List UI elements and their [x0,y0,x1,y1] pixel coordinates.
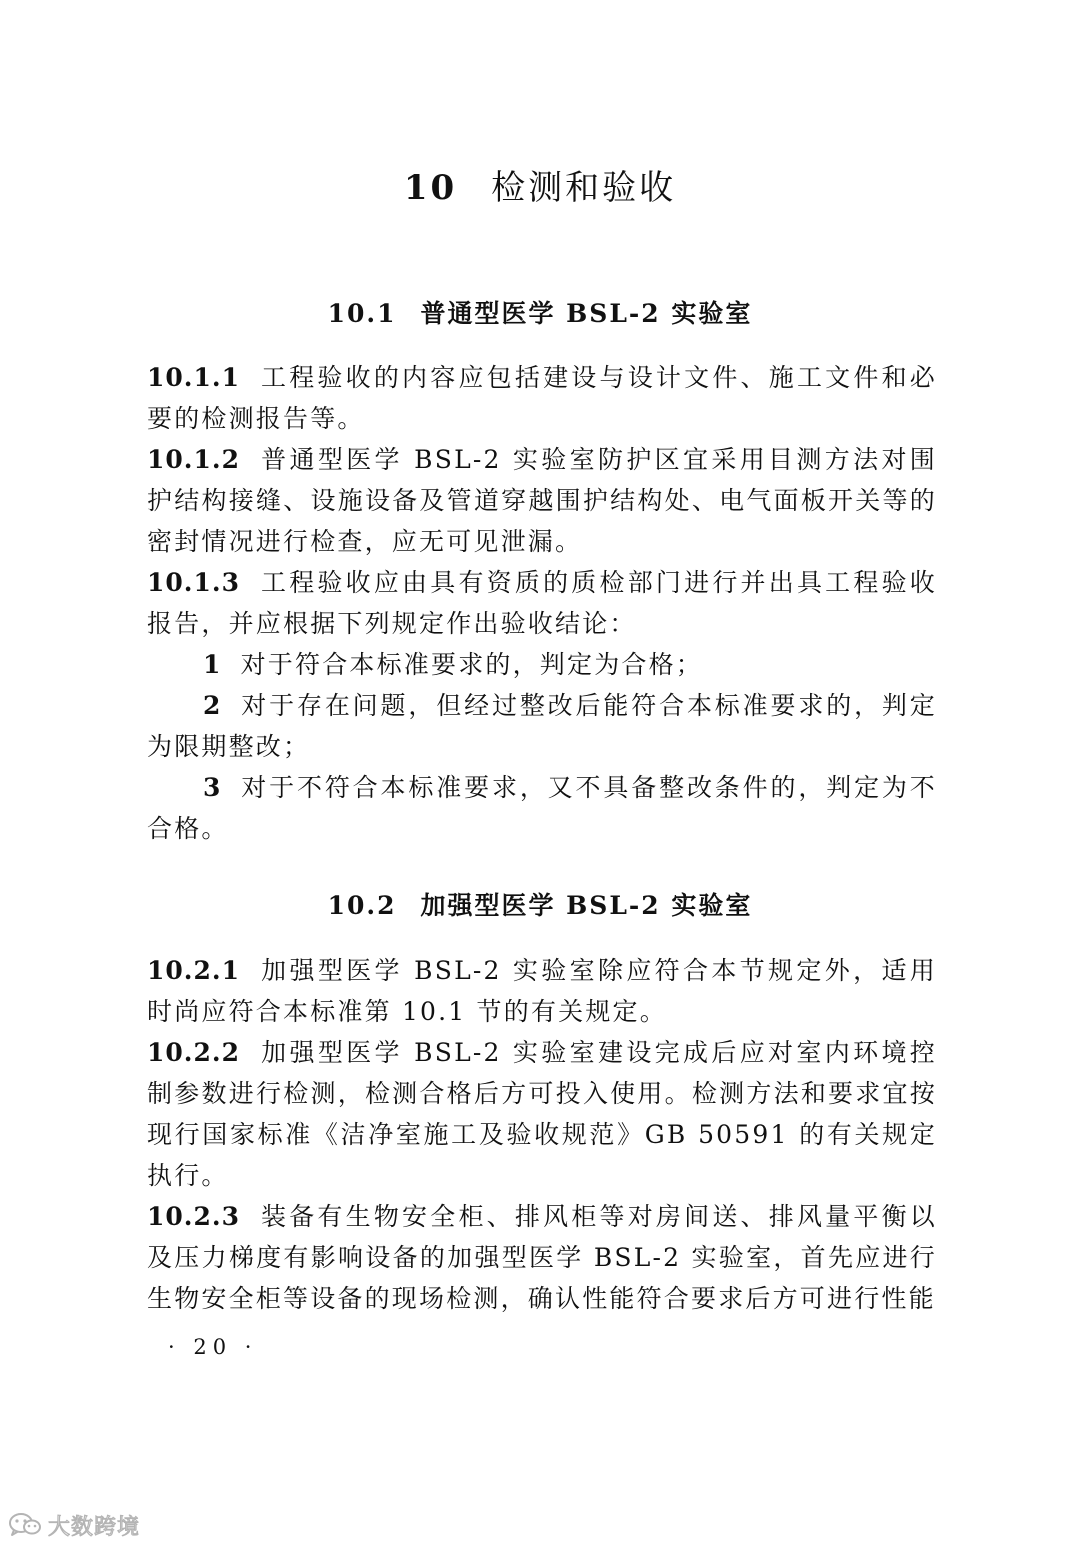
clause-10-1-2 [147,439,937,562]
clause-number: 10.1.3 [147,568,240,597]
clause-10-2-2 [147,1032,937,1196]
watermark [8,1511,140,1539]
section-10-1-body [147,357,937,849]
section-heading-10-1 [0,294,1080,330]
item-number: 2 [203,691,223,720]
clause-10-1-1 [147,357,937,439]
wechat-logo-icon [8,1512,42,1538]
clause-number: 10.2.3 [147,1202,240,1231]
section-heading-10-2 [0,886,1080,922]
section-10-2-body [147,950,937,1319]
item-text: 对于符合本标准要求的，判定为合格； [240,650,704,679]
section-title-text: 加强型医学 BSL-2 实验室 [420,891,753,920]
item-text: 对于存在问题，但经过整改后能符合本标准要求的，判定为限期整改； [147,691,937,761]
chapter-title-text: 检测和验收 [491,168,677,208]
clause-text: 装备有生物安全柜、排风柜等对房间送、排风量平衡以及压力梯度有影响设备的加强型医学 BSL-2 实验室，首先应进行生物安全柜等设备的现场检测，确认性能符合要求后方可进行性能 [147,1202,937,1313]
clause-number: 10.1.1 [147,363,240,392]
clause-number: 10.2.1 [147,956,240,985]
list-item-1 [147,644,937,685]
clause-text: 加强型医学 BSL-2 实验室建设完成后应对室内环境控制参数进行检测，检测合格后方可投入使用。检测方法和要求宜按现行国家标准《洁净室施工及验收规范》GB 50591 的有关规定执行。 [147,1038,937,1190]
chapter-number: 10 [403,168,458,208]
item-number: 1 [203,650,223,679]
clause-number: 10.1.2 [147,445,240,474]
clause-10-1-3 [147,562,937,644]
clause-10-2-3 [147,1196,937,1319]
clause-text: 工程验收应由具有资质的质检部门进行并出具工程验收报告，并应根据下列规定作出验收结论： [147,568,937,638]
clause-number: 10.2.2 [147,1038,240,1067]
list-item-2 [147,685,937,767]
list-item-3 [147,767,937,849]
watermark-text: 大数跨境 [48,1514,141,1540]
item-number: 3 [203,773,223,802]
section-number: 10.2 [327,891,397,920]
clause-text: 普通型医学 BSL-2 实验室防护区宜采用目测方法对围护结构接缝、设施设备及管道穿越围护结构处、电气面板开关等的密封情况进行检查，应无可见泄漏。 [147,445,937,556]
section-number: 10.1 [327,299,397,328]
page-number: · 20 · [168,1335,258,1359]
section-title-text: 普通型医学 BSL-2 实验室 [420,299,753,328]
chapter-title [0,160,1080,209]
clause-10-2-1 [147,950,937,1032]
clause-text: 工程验收的内容应包括建设与设计文件、施工文件和必要的检测报告等。 [147,363,937,433]
clause-text: 加强型医学 BSL-2 实验室除应符合本节规定外，适用时尚应符合本标准第 10.1 节的有关规定。 [147,956,937,1026]
item-text: 对于不符合本标准要求，又不具备整改条件的，判定为不合格。 [147,773,937,843]
